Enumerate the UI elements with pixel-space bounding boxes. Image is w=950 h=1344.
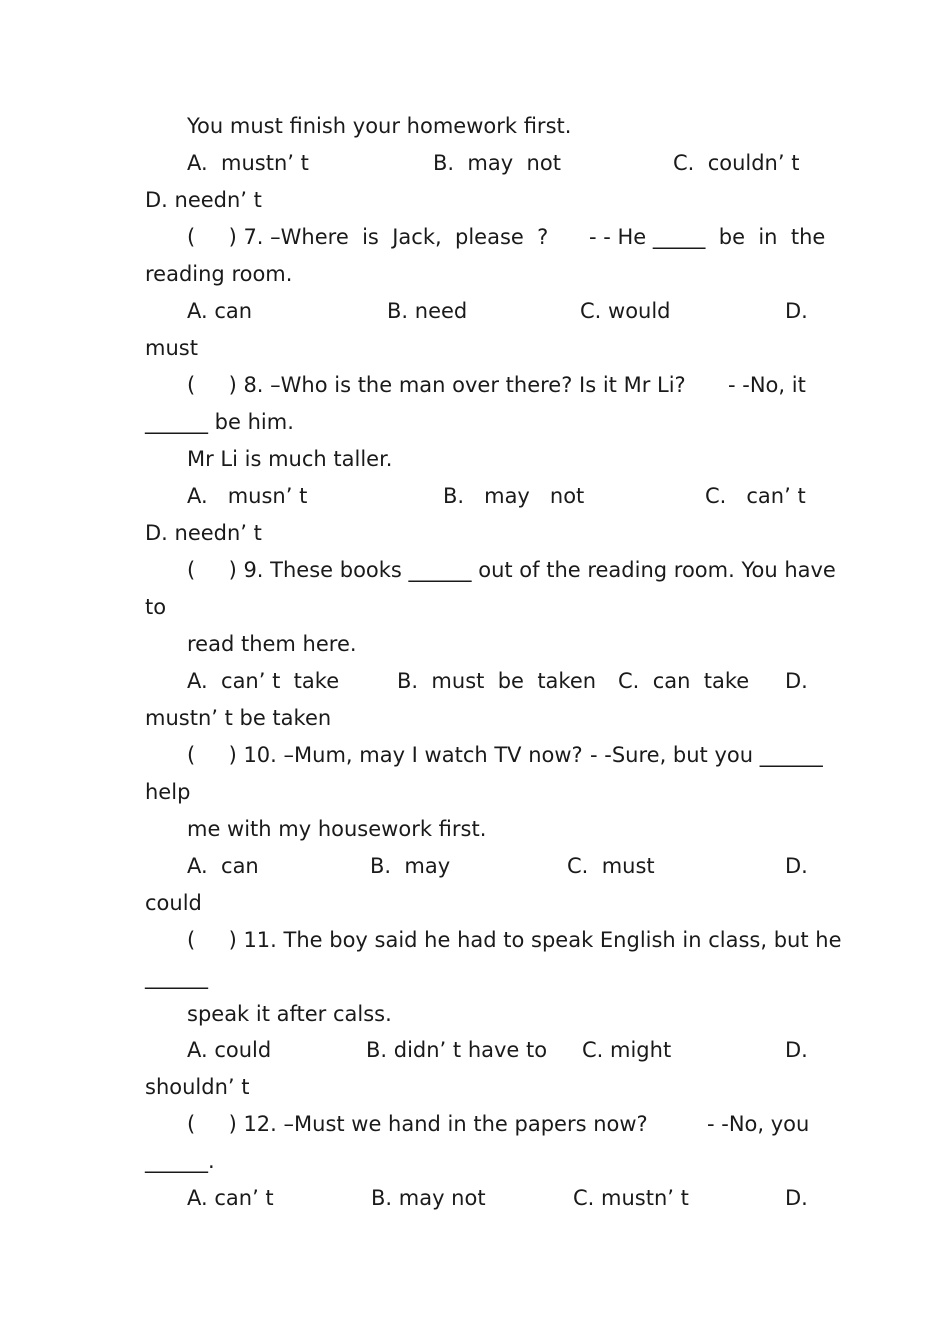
option-d: D.	[785, 299, 808, 323]
text-line: Mr Li is much taller.	[187, 447, 393, 471]
option-d-text: could	[145, 891, 202, 915]
option-d: D.	[785, 1038, 808, 1062]
text-line: me with my housework first.	[187, 817, 487, 841]
text-line: ______ be him.	[145, 410, 294, 434]
option-c: C. might	[582, 1038, 672, 1062]
question-8: ( ) 8. –Who is the man over there? Is it Mr Li?	[187, 373, 686, 397]
option-a: A. could	[187, 1038, 272, 1062]
option-c: C. must	[567, 854, 655, 878]
option-d: D. needn’ t	[145, 188, 262, 212]
text-line: ______.	[145, 1149, 215, 1173]
option-a: A. mustn’ t	[187, 151, 309, 175]
option-c: C. would	[580, 299, 671, 323]
text-line: You must finish your homework first.	[187, 114, 572, 138]
text-line: speak it after calss.	[187, 1002, 392, 1026]
question-7-answer: - - He _____ be in the	[589, 225, 826, 249]
option-b: B. may not	[371, 1186, 486, 1210]
option-a: A. musn’ t	[187, 484, 308, 508]
text-line: to	[145, 595, 167, 619]
question-12: ( ) 12. –Must we hand in the papers now?	[187, 1112, 648, 1136]
question-9: ( ) 9. These books ______ out of the reading room. You have	[187, 558, 836, 582]
option-c: C. mustn’ t	[573, 1186, 689, 1210]
question-11: ( ) 11. The boy said he had to speak English in class, but he	[187, 928, 842, 952]
question-8-answer: - -No, it	[728, 373, 806, 397]
option-d: D.	[785, 1186, 808, 1210]
option-a: A. can	[187, 299, 253, 323]
text-line: reading room.	[145, 262, 293, 286]
option-b: B. may	[370, 854, 451, 878]
option-b: B. need	[387, 299, 468, 323]
option-d-text: mustn’ t be taken	[145, 706, 332, 730]
option-c: C. can’ t	[705, 484, 806, 508]
option-d: D.	[785, 854, 808, 878]
option-a: A. can	[187, 854, 259, 878]
option-a: A. can’ t	[187, 1186, 274, 1210]
option-b: B. may not	[443, 484, 585, 508]
option-a: A. can’ t take	[187, 669, 340, 693]
option-b: B. may not	[433, 151, 561, 175]
option-c: C. can take	[618, 669, 750, 693]
question-10-answer: - -Sure, but you ______	[590, 743, 823, 767]
text-line: read them here.	[187, 632, 357, 656]
text-line: ______	[145, 965, 208, 989]
question-12-answer: - -No, you	[707, 1112, 810, 1136]
option-d: D. needn’ t	[145, 521, 262, 545]
question-10: ( ) 10. –Mum, may I watch TV now?	[187, 743, 583, 767]
text-line: help	[145, 780, 191, 804]
option-b: B. didn’ t have to	[366, 1038, 548, 1062]
option-d: D.	[785, 669, 808, 693]
option-d-text: shouldn’ t	[145, 1075, 250, 1099]
option-d-text: must	[145, 336, 198, 360]
option-b: B. must be taken	[397, 669, 597, 693]
question-7: ( ) 7. –Where is Jack, please ?	[187, 225, 549, 249]
option-c: C. couldn’ t	[673, 151, 800, 175]
